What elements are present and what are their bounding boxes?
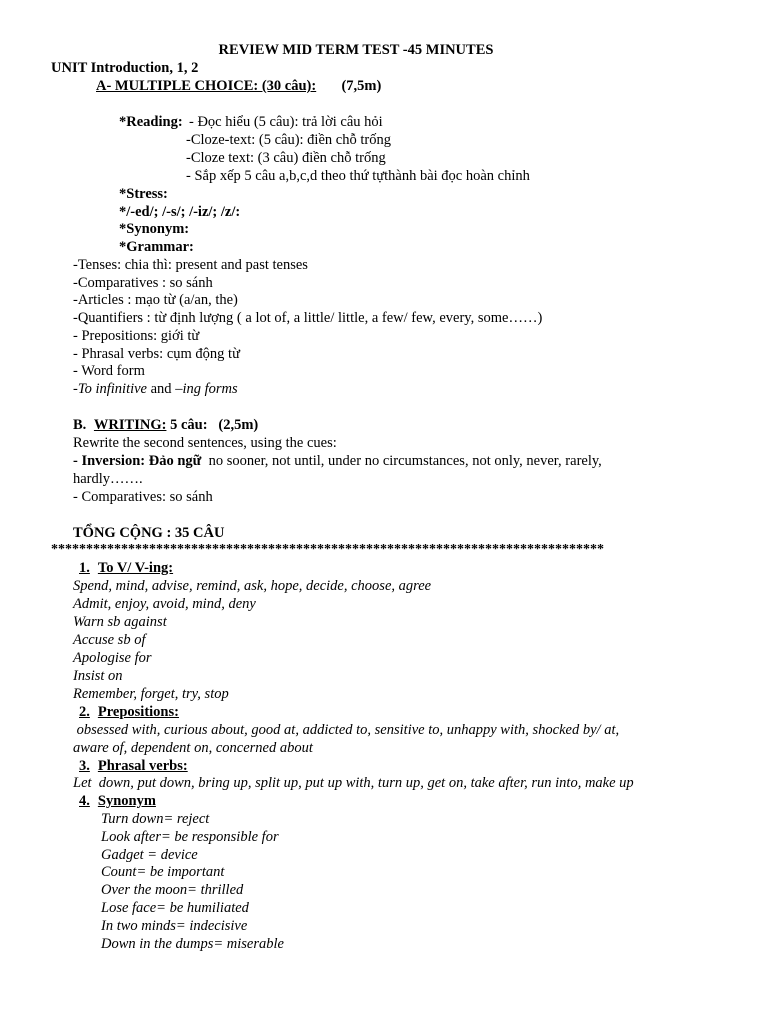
list-1-item: Warn sb against (73, 614, 167, 630)
list-2-heading (79, 703, 179, 721)
list-2-line: obsessed with, curious about, good at, addicted to, sensitive to, unhappy with, shocked by/ at, (73, 722, 620, 738)
list-2-line: aware of, dependent on, concerned about (73, 740, 313, 756)
total-line: TỔNG CỘNG : 35 CÂU (73, 525, 225, 541)
list-3-title: Phrasal verbs: (97, 758, 188, 774)
section-b-instruction: Rewrite the second sentences, using the cues: (73, 435, 337, 451)
grammar-label: *Grammar: (119, 239, 194, 255)
infinitive-and: and (147, 381, 176, 397)
list-1-item: Admit, enjoy, avoid, mind, deny (73, 596, 256, 612)
list-1-item: Insist on (73, 668, 123, 684)
list-4-item: Gadget = device (101, 847, 198, 863)
comparatives-line: - Comparatives: so sánh (73, 489, 213, 505)
list-3-heading (79, 757, 188, 775)
list-4-item: Look after= be responsible for (101, 829, 279, 845)
reading-label: *Reading: (119, 114, 183, 130)
section-a-score: (7,5m) (341, 78, 382, 94)
divider-stars: ******************************************************************************* (51, 542, 604, 557)
grammar-item: - Word form (73, 363, 145, 379)
list-4-number: 4. (79, 793, 90, 809)
section-b-title: WRITING: (93, 417, 167, 433)
section-a-heading (96, 77, 381, 95)
document-title: REVIEW MID TERM TEST -45 MINUTES (218, 42, 494, 58)
list-4-item: Count= be important (101, 864, 225, 880)
synonym-label: *Synonym: (119, 221, 190, 237)
section-a-title: A- MULTIPLE CHOICE: (30 câu): (96, 78, 317, 94)
list-1-item: Spend, mind, advise, remind, ask, hope, decide, choose, agree (73, 578, 432, 594)
reading-item: - Sắp xếp 5 câu a,b,c,d theo thứ tựthành bài đọc hoàn chỉnh (186, 168, 530, 184)
grammar-item: - Prepositions: giới từ (73, 328, 200, 344)
grammar-item: -Comparatives : so sánh (73, 275, 213, 291)
unit-heading: UNIT Introduction, 1, 2 (51, 60, 199, 76)
inversion-label: - Inversion (73, 453, 141, 469)
ing-forms-text: –ing forms (175, 381, 238, 397)
grammar-item: -Articles : mạo từ (a/an, the) (73, 292, 238, 308)
list-4-item: In two minds= indecisive (101, 918, 248, 934)
list-4-item: Down in the dumps= miserable (101, 936, 284, 952)
infinitive-text: To infinitive (77, 381, 147, 397)
list-1-heading (79, 559, 173, 577)
list-4-heading (79, 792, 156, 810)
endings-label: */-ed/; /-s/; /-iz/; /z/: (119, 204, 241, 220)
list-2-number: 2. (79, 704, 90, 720)
list-1-item: Apologise for (73, 650, 152, 666)
grammar-item: - Phrasal verbs: cụm động từ (73, 346, 240, 362)
list-4-item: Over the moon= thrilled (101, 882, 244, 898)
list-3-number: 3. (79, 758, 90, 774)
reading-item: -Cloze text: (3 câu) điền chỗ trống (186, 150, 386, 166)
inversion-rest: no sooner, not until, under no circumstances, not only, never, rarely, (201, 453, 602, 469)
list-1-number: 1. (79, 560, 90, 576)
inversion-continued: hardly……. (73, 471, 143, 487)
infinitive-prefix: - (73, 381, 78, 397)
list-4-item: Turn down= reject (101, 811, 210, 827)
list-4-item: Lose face= be humiliated (101, 900, 249, 916)
section-b-count: 5 câu: (2,5m) (166, 417, 259, 433)
list-1-item: Remember, forget, try, stop (73, 686, 229, 702)
reading-item: - Đọc hiểu (5 câu): trả lời câu hỏi (189, 114, 383, 130)
grammar-item: -Quantifiers : từ định lượng ( a lot of, a little/ little, a few/ few, every, some……) (73, 310, 543, 326)
inversion-line (73, 452, 602, 470)
list-4-title: Synonym (97, 793, 156, 809)
inversion-bold: : Đảo ngữ (140, 453, 202, 469)
section-b-label: B. (73, 417, 87, 433)
grammar-item: -Tenses: chia thì: present and past tenses (73, 257, 308, 273)
reading-item: -Cloze-text: (5 câu): điền chỗ trống (186, 132, 391, 148)
list-1-title: To V/ V-ing: (97, 560, 174, 576)
list-3-line: Let down, put down, bring up, split up, put up with, turn up, get on, take after, run into, make up (73, 775, 634, 791)
stress-label: *Stress: (119, 186, 168, 202)
list-2-title: Prepositions: (97, 704, 179, 720)
list-1-item: Accuse sb of (73, 632, 146, 648)
grammar-item-infinitive (73, 380, 238, 398)
section-b-heading (73, 416, 258, 434)
